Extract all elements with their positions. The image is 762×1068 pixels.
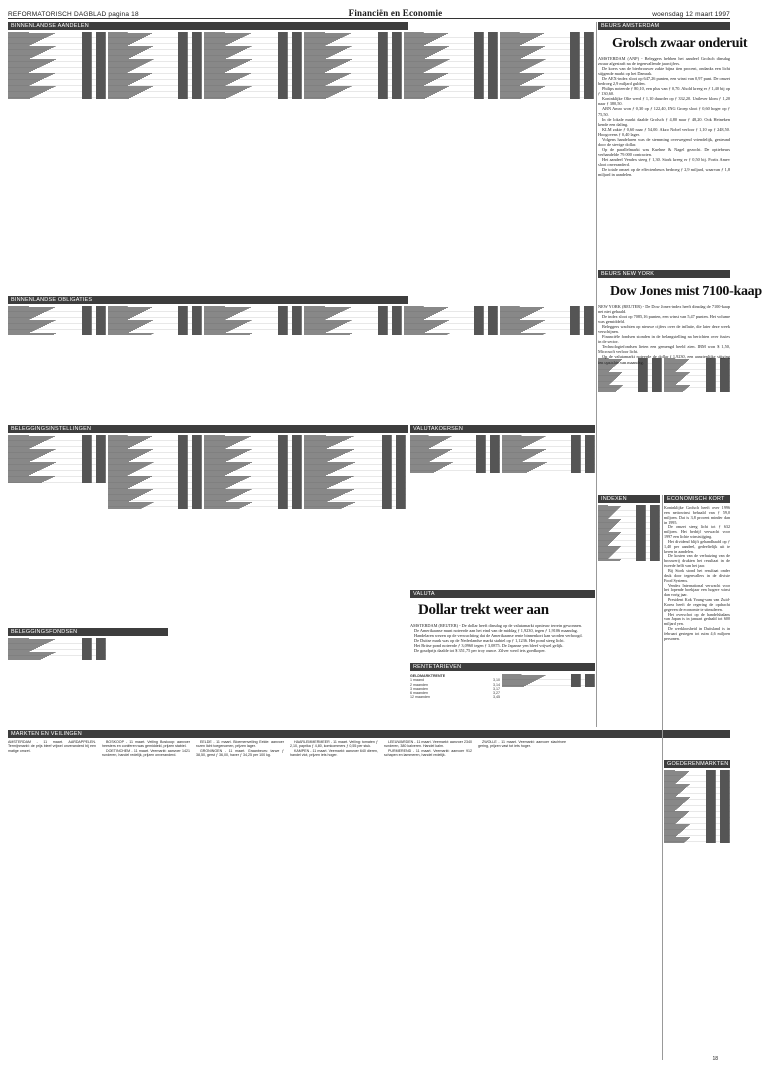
bond-table-col2 (108, 306, 202, 422)
paragraph: Het overschot op de handelsbalans van Japan is in januari gedaald tot 600 miljard yen. (664, 611, 730, 627)
table-row (664, 842, 730, 843)
section-header-aandelen: BINNENLANDSE AANDELEN (8, 22, 408, 30)
table-row (304, 98, 402, 99)
section-header-indexen: INDEXEN (598, 495, 660, 503)
table-row (404, 98, 498, 99)
paragraph: KAMPEN - 11 maart. Veemarkt: aanvoer 640 dieren, handel vlot, prijzen iets hoger. (290, 748, 378, 757)
section-header-economisch-kort: ECONOMISCH KORT (664, 495, 730, 503)
section-header-beurs-newyork: BEURS NEW YORK (598, 270, 730, 278)
paragraph: BOSKOOP - 11 maart. Veiling Boskoop: aanvoer heesters en coniferen was gemiddeld, prijzen stabiel. (102, 740, 190, 749)
table-row (404, 334, 498, 335)
section-header-beleggingsinstellingen: BELEGGINGSINSTELLINGEN (8, 425, 408, 433)
fund-table-col2 (108, 435, 202, 725)
article-body-newyork (598, 304, 730, 365)
bond-table-col6 (500, 306, 594, 422)
table-row (304, 508, 406, 509)
rente-row: 3 maanden 3,17 (410, 686, 500, 691)
section-header-rentetarieven: RENTETARIEVEN (410, 663, 595, 671)
table-row (8, 659, 106, 660)
paragraph: Philips noteerde ƒ 80,10, een plus van ƒ 0,70. Ahold kreeg er ƒ 1,40 bij op ƒ 130,60. (598, 86, 730, 97)
paragraph: NEW YORK (REUTER) - De Dow Jones-index heeft dinsdag de 7100-kaap net niet gehaald. (598, 304, 730, 315)
paragraph: ZWOLLE - 11 maart. Veemarkt: aanvoer slachtvee gering, prijzen vast tot iets hoger. (478, 740, 566, 749)
rente-row: 6 maanden 3,27 (410, 691, 500, 696)
headline-dollar: Dollar trekt weer aan (418, 602, 549, 618)
paragraph: AMSTERDAM (REUTER) - De dollar heeft dinsdag op de valutamarkt opnieuw terrein gewonnen. (410, 623, 582, 628)
paragraph: Het dividend blijft gehandhaafd op ƒ 1,40 per aandeel, gedeeltelijk uit te keren in aandelen. (664, 538, 730, 554)
table-row (598, 391, 662, 392)
stock-table-col2 (108, 32, 202, 294)
table-row (500, 334, 594, 335)
paragraph: De totale omzet op de effectenbeurs bedroeg ƒ 2,9 miljard, waarvan ƒ 1,8 miljard in aandelen. (598, 167, 730, 178)
fund-table-col4 (304, 435, 406, 725)
index-table (598, 505, 660, 727)
page-number: 18 (712, 1056, 718, 1062)
paragraph: Beleggers wachten op nieuwe cijfers over de inflatie, die later deze week verschijnen. (598, 324, 730, 335)
paragraph: Koninklijke Grolsch heeft over 1996 een nettowinst behaald van ƒ 59,0 miljoen. Dat is 3,8 procent minder dan in 1995. (664, 505, 730, 525)
section-header-goederenmarkten: GOEDERENMARKTEN (664, 760, 730, 768)
paragraph: DOETINCHEM - 11 maart. Veemarkt: aanvoer 1421 runderen, handel redelijk, prijzen onveranderd. (102, 748, 190, 757)
paragraph: Handelaren wezen op de verwachting dat de Amerikaanse rente binnenkort kan worden verhoogd. (414, 633, 583, 639)
paragraph: ABN Amro won ƒ 0,30 op ƒ 122,40, ING Groep sloot ƒ 0,60 hoger op ƒ 75,50. (598, 106, 730, 117)
paragraph: EELDE - 11 maart. Bloemenveiling Eelde: aanvoer rozen licht toegenomen, prijzen lager. (196, 740, 284, 749)
rente-row: 2 maanden 3,14 (410, 682, 500, 687)
paragraph: Koninklijke Olie werd ƒ 1,10 duurder op ƒ 332,20. Unilever klom ƒ 1,20 naar ƒ 380,50. (598, 96, 730, 107)
table-row (502, 686, 595, 687)
stock-table-minder-actieve (204, 32, 302, 294)
paper-page-label: REFORMATORISCH DAGBLAD pagina 18 (8, 11, 139, 18)
paragraph: AMSTERDAM (ANP) - Beleggers hebben het aandeel Grolsch dinsdag zwaar afgestraft na de tegenvallende jaarcijfers. (598, 56, 730, 67)
rente-row: 12 maanden 3,45 (410, 695, 500, 700)
headline-grolsch: Grolsch zwaar onderuit (612, 36, 748, 51)
section-header-valutakoersen: VALUTAKOERSEN (410, 425, 595, 433)
table-row (664, 391, 730, 392)
section-title: Financiën en Economie (348, 8, 443, 18)
table-row (8, 482, 106, 483)
stock-table-meest-actieve (8, 32, 106, 294)
table-row (204, 98, 302, 99)
paragraph: In de lokale markt daalde Grolsch ƒ 4,80 naar ƒ 48,20. Ook Heineken kende een daling. (598, 116, 730, 127)
table-row (8, 98, 106, 99)
paragraph: Op de valutamarkt noteerde de dollar f 1,9230, een aanzienlijke stijging ten opzichte van maandag. (598, 354, 730, 365)
stock-table-col4 (304, 32, 402, 294)
table-row (108, 98, 202, 99)
paragraph: De Amerikaanse munt noteerde aan het eind van de middag ƒ 1,9230, tegen ƒ 1,9106 maandag. (414, 628, 578, 634)
table-row (500, 98, 594, 99)
article-body-valuta (410, 623, 595, 661)
table-row (108, 508, 202, 509)
table-row (598, 560, 660, 561)
table-row (8, 334, 106, 335)
paragraph: De werkloosheid in Duitsland is in februari gestegen tot ruim 4,6 miljoen personen. (664, 626, 730, 641)
paragraph: Technologiefondsen lieten een gemengd beeld zien. IBM won $ 1,50, Microsoft verloor licht. (598, 344, 730, 355)
fund-table-col1 (8, 435, 106, 625)
paragraph: President Kok Young-sam van Zuid-Korea heeft de regering de opdracht gegeven de economie te stimuleren. (664, 597, 730, 612)
paragraph: Bij Stork stond het resultaat onder druk door tegenvallers in de divisie Food Systems. (664, 567, 730, 583)
section-header-beurs-amsterdam: BEURS AMSTERDAM (598, 22, 730, 30)
rente-title: GELDMARKTRENTE (410, 674, 446, 678)
paragraph: De Duitse mark was op de Nederlandse markt stabiel op ƒ 1,1236. Het pond steeg licht. (414, 638, 565, 644)
paragraph: KLM zakte ƒ 0,60 naar ƒ 54,00. Akzo Nobel verloor ƒ 1,10 op ƒ 248,50. Hoogovens ƒ 0,40 lager. (598, 126, 730, 137)
paragraph: De koers van de bierbrouwer zakte bijna tien procent, ondanks een licht stijgende markt op het Damrak. (598, 66, 730, 77)
us-quotes-table-col2 (664, 358, 730, 492)
currency-table-col1 (410, 435, 500, 585)
paragraph: LEEUWARDEN - 11 maart. Veemarkt: aanvoer 2340 runderen, 380 kalveren. Handel kalm. (384, 740, 472, 749)
rente-table-col2 (502, 674, 595, 728)
bond-table-col5 (404, 306, 498, 422)
section-header-valuta: VALUTA (410, 590, 595, 598)
bond-table-tor (204, 306, 302, 422)
masthead (8, 5, 730, 19)
section-header-beleggingsfondsen: BELEGGINGSFONDSEN (8, 628, 168, 636)
table-row (410, 472, 500, 473)
paragraph: GRONINGEN - 11 maart. Graanbeurs: tarwe ƒ 38,50, gerst ƒ 36,00, haver ƒ 34,25 per 100 kg. (196, 748, 284, 757)
fund-table-col3 (204, 435, 302, 725)
table-row (304, 334, 402, 335)
paragraph: Financiële fondsen stonden in de belangstelling na berichten over fusies in de sector. (598, 334, 730, 345)
paragraph: De AEX-index sloot op 647,26 punten, een winst van 0,97 punt. De omzet bedroeg 2,9 miljard gulden. (598, 76, 730, 87)
headline-dowjones: Dow Jones mist 7100-kaap (610, 284, 762, 299)
fund-table-beleggingsfondsen (8, 638, 106, 726)
date-label: woensdag 12 maart 1997 (652, 11, 730, 18)
paragraph: Op de parallelmarkt was Kuehne & Nagel gezocht. De optiebeurs verhandelde 79.000 contracten. (598, 146, 730, 157)
paragraph: De index sloot op 7085,16 punten, een winst van 5,47 punten. Het volume was gemiddeld. (598, 314, 730, 325)
us-quotes-table-col1 (598, 358, 662, 492)
paragraph: De omzet steeg licht tot ƒ 632 miljoen. Het bedrijf verwacht voor 1997 een lichte winststijging. (664, 524, 730, 540)
table-row (204, 508, 302, 509)
bond-table-col4 (304, 306, 402, 422)
section-header-obligaties: BINNENLANDSE OBLIGATIES (8, 296, 408, 304)
paragraph: Volgens handelaren was de stemming overwegend vriendelijk, gesteund door de stevige dollar. (598, 136, 730, 147)
stock-table-col6 (500, 32, 594, 294)
rente-table (410, 674, 500, 728)
paragraph: HAARLEMMERMEER - 11 maart. Veiling: tomaten ƒ 2,10, paprika ƒ 4,80, komkommers ƒ 0,55 per stuk. (290, 740, 378, 749)
currency-table-col2 (502, 435, 595, 585)
table-row (108, 334, 202, 335)
paragraph: Het Britse pond noteerde ƒ 3,0960 tegen ƒ 3,0875. De Japanse yen bleef vrijwel gelijk. (414, 643, 564, 649)
paragraph: De kosten van de verhuizing van de brouwerij drukten het resultaat in de tweede helft van het jaar. (664, 553, 730, 569)
article-body-markten (8, 740, 660, 1060)
paragraph: Vendex International verwacht voor het lopende boekjaar een hogere winst dan vorig jaar. (664, 582, 730, 598)
rente-row: 1 maand 3,10 (410, 678, 500, 683)
table-row (204, 334, 302, 335)
article-body-amsterdam (598, 56, 730, 266)
stock-table-col5 (404, 32, 498, 294)
paragraph: De goudprijs daalde tot $ 351,75 per troy ounce. Zilver werd iets goedkoper. (414, 648, 546, 654)
paragraph: AMSTERDAM - 11 maart. AARDAPPELEN. Termijnmarkt: de prijs bleef vrijwel onveranderd bij een matige omzet. (8, 740, 96, 753)
table-row (502, 472, 595, 473)
bond-table-staatsleningen (8, 306, 106, 422)
article-body-economisch-kort (664, 506, 730, 756)
paragraph: Het aandeel Vendex steeg ƒ 1,30. Stork kreeg er ƒ 0,50 bij. Fortis Amev sloot onveranderd. (598, 156, 730, 167)
paragraph: PURMEREND - 11 maart. Veemarkt: aanvoer 912 schapen en lammeren, handel redelijk. (384, 748, 472, 757)
commodities-table (664, 770, 730, 1055)
section-header-markten: MARKTEN EN VEILINGEN (8, 730, 730, 738)
